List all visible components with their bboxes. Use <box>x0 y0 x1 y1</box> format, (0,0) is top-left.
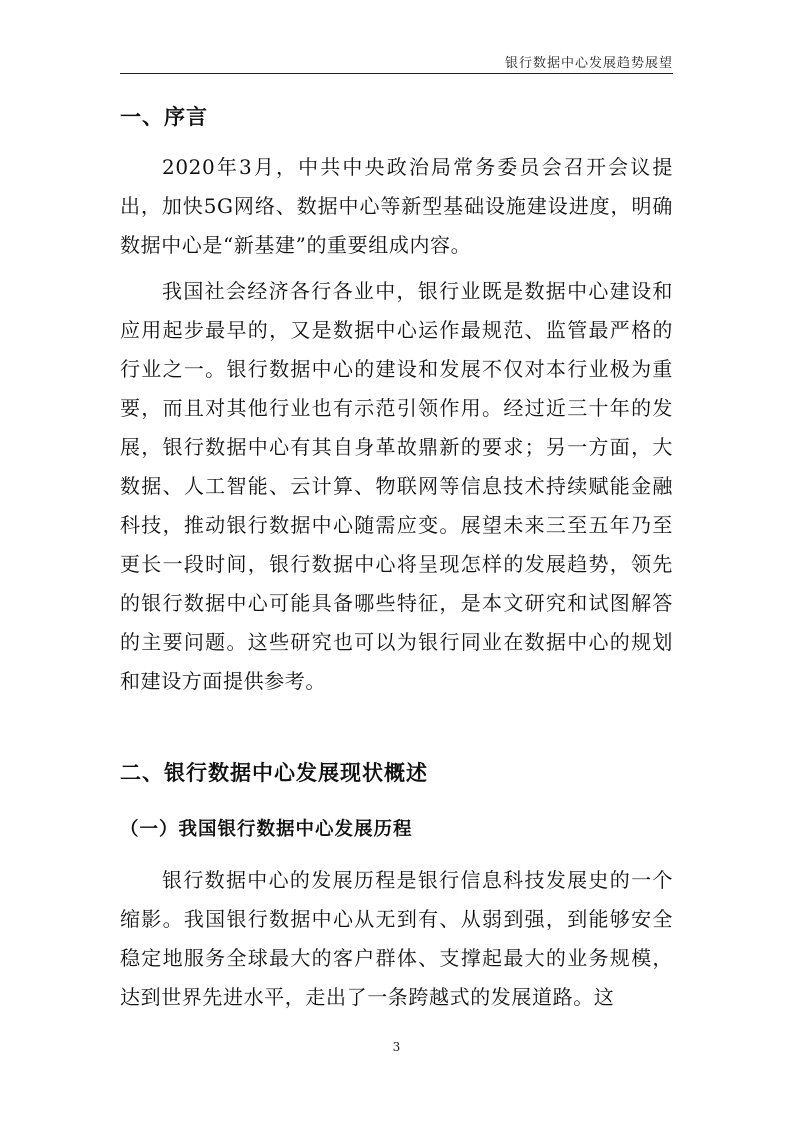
page-number: 3 <box>392 1040 401 1054</box>
subsection-heading-history: （一）我国银行数据中心发展历程 <box>120 819 413 840</box>
paragraph-history-1: 银行数据中心的发展历程是银行信息科技发展史的一个缩影。我国银行数据中心从无到有、从弱到强，到能够安全稳定地服务全球最大的客户群体、支撑起最大的业务规模，达到世界先进水平，走出了一条跨越式的发展道路。这 <box>120 868 673 1009</box>
running-header-title: 银行数据中心发展趋势展望 <box>504 56 673 71</box>
section-heading-preface: 一、序言 <box>120 105 208 129</box>
header-divider <box>120 73 673 74</box>
paragraph-preface-2: 我国社会经济各行各业中，银行业既是数据中心建设和应用起步最早的，又是数据中心运作最规范、监管最严格的行业之一。银行数据中心的建设和发展不仅对本行业极为重要，而且对其他行业也有示范引领作用。经过近三十年的发展，银行数据中心有其自身革故鼎新的要求；另一方面，大数据、人工智能、云计算、物联网等信息技术持续赋能金融科技，推动银行数据中心随需应变。展望未来三至五年乃至更长一段时间，银行数据中心将呈现怎样的发展趋势，领先的银行数据中心可能具备哪些特征，是本文研究和试图解答的主要问题。这些研究也可以为银行同业在数据中心的规划和建设方面提供参考。 <box>120 279 673 693</box>
section-heading-overview: 二、银行数据中心发展现状概述 <box>120 761 428 785</box>
paragraph-preface-1: 2020年3月，中共中央政治局常务委员会召开会议提出，加快5G网络、数据中心等新型基础设施建设进度，明确数据中心是“新基建”的重要组成内容。 <box>120 155 673 257</box>
